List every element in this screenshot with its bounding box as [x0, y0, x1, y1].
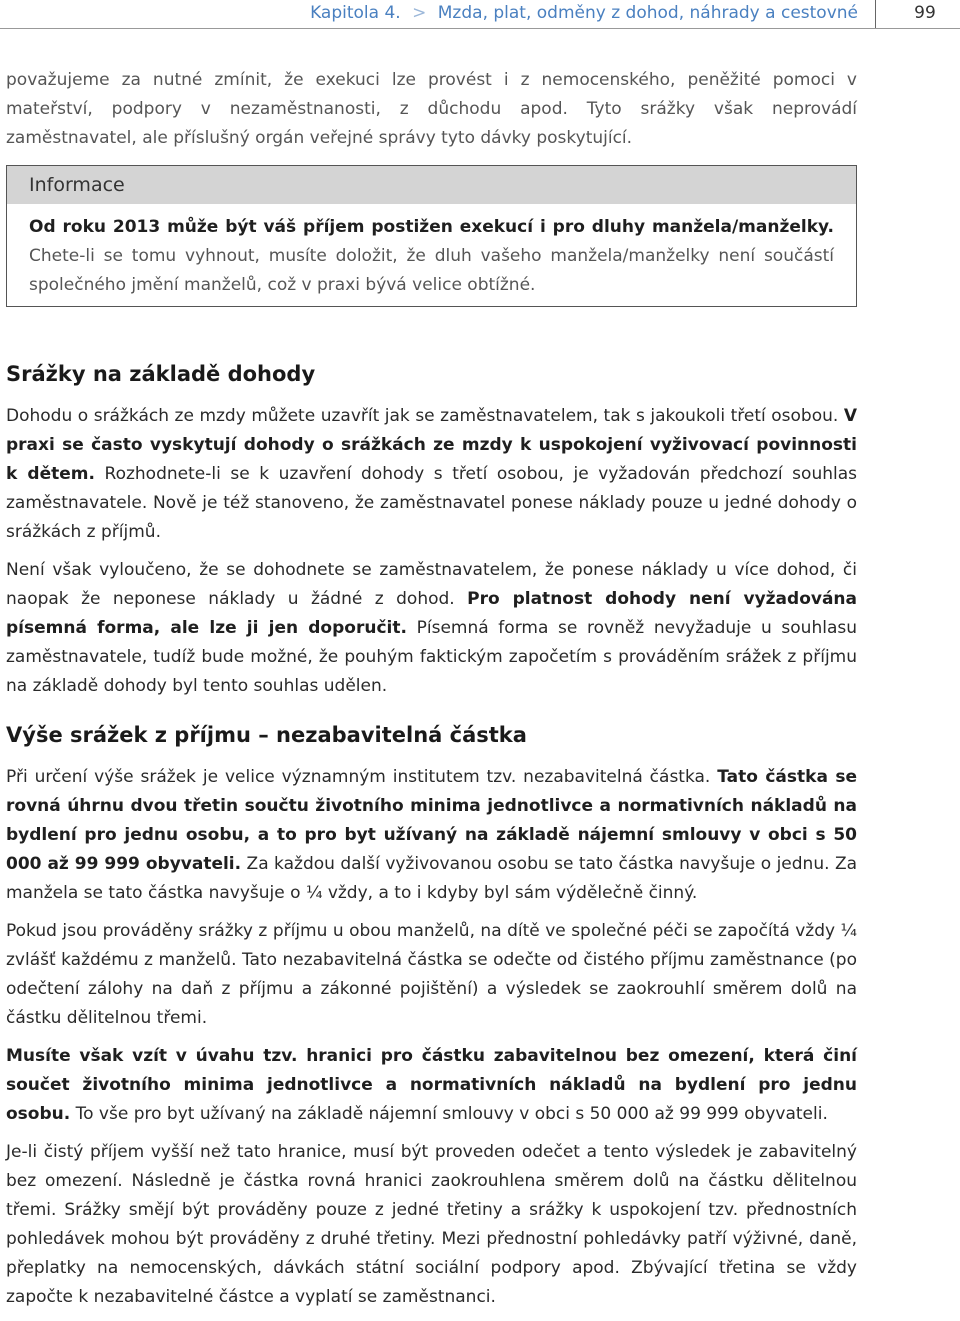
info-box-text	[29, 213, 834, 300]
header-vertical-rule	[875, 0, 876, 28]
info-box-plain: Chete-li se tomu vyhnout, musíte doložit, že dluh vašeho manžela/manželky není součástí společného jmění manželů, což v praxi bývá velice obtížné.	[29, 246, 834, 295]
header-divider	[0, 28, 960, 29]
lead-paragraph-block	[6, 66, 857, 153]
page-number: 99	[914, 3, 936, 23]
info-box-title: Informace	[7, 166, 856, 204]
info-box-body	[7, 204, 856, 306]
running-header	[0, 0, 960, 28]
chapter-breadcrumb	[310, 3, 858, 23]
chapter-label: Kapitola 4.	[310, 3, 401, 23]
page-content	[6, 66, 857, 1321]
section-heading-agreement: Srážky na základě dohody	[6, 362, 316, 386]
paragraph: Musíte však vzít v úvahu tzv. hranici pro částku zabavitelnou bez omezení, která činí součet životního minima jednotlivce a normativních nákladů na bydlení pro jednu osobu. To vše pro byt užívaný na základě nájemní smlouvy v obci s 50 000 až 99 999 obyvateli.	[6, 1046, 857, 1124]
paragraph: Není však vyloučeno, že se dohodnete se zaměstnavatelem, že ponese náklady u více dohod, či naopak že neponese náklady u žádné z dohod. Pro platnost dohody není vyžadována písemná forma, ale lze ji jen doporučit. Písemná forma se rovněž nevyžaduje u souhlasu zaměstnavatele, tudíž bude možné, že pouhým faktickým započetím s prováděním srážek z příjmu na základě dohody byl tento souhlas udělen.	[6, 560, 858, 696]
lead-paragraph: považujeme za nutné zmínit, že exekuci lze provést i z nemocenského, peněžité pomoci v mateřství, podpory v nezaměstnanosti, z důchodu apod. Tyto srážky však neprovádí zaměstnavatel, ale příslušný orgán veřejné správy tyto dávky poskytující.	[6, 70, 857, 148]
chapter-title: Mzda, plat, odměny z dohod, náhrady a cestovné	[437, 3, 858, 23]
breadcrumb-separator: >	[412, 3, 427, 23]
paragraph: Pokud jsou prováděny srážky z příjmu u obou manželů, na dítě ve společné péči se započítá vždy ¼ zvlášť každému z manželů. Tato nezabavitelná částka se odečte od čistého příjmu zaměstnance (po odečtení zálohy na daň z příjmu a zákonné pojištění) a výsledek se zaokrouhlí směrem dolů na částku dělitelnou třemi.	[6, 921, 857, 1028]
paragraph: Dohodu o srážkách ze mzdy můžete uzavřít jak se zaměstnavatelem, tak s jakoukoli třetí osobou. V praxi se často vyskytují dohody o srážkách ze mzdy k uspokojení vyživovací povinnosti k dětem. Rozhodnete-li se k uzavření dohody s třetí osobou, je vyžadován předchozí souhlas zaměstnavatele. Nově je též stanoveno, že zaměstnavatel ponese náklady pouze u jedné dohody o srážkách z příjmů.	[6, 406, 857, 542]
paragraph: Je-li čistý příjem vyšší než tato hranice, musí být proveden odečet a tento výsledek je zabavitelný bez omezení. Následně je částka rovná hranici zaokrouhlena směrem dolů na částku dělitelnou třemi. Srážky smějí být prováděny pouze z jedné třetiny a srážky k uspokojení tzv. přednostních pohledávek mohou být prováděny z druhé třetiny. Mezi přednostní pohledávky patří výživné, daně, přeplatky na nemocenských, dávkách státní sociální podpory apod. Zbývající třetina se vždy započte k nezabavitelné částce a vyplatí se zaměstnanci.	[6, 1142, 857, 1307]
paragraph: Při určení výše srážek je velice významným institutem tzv. nezabavitelná částka. Tato částka se rovná úhrnu dvou třetin součtu životního minima jednotlivce a normativních nákladů na bydlení pro jednu osobu, a to pro byt užívaný na základě nájemní smlouvy v obci s 50 000 až 99 999 obyvateli. Za každou další vyživovanou osobu se tato částka navyšuje o jednu. Za manžela se tato částka navyšuje o ¼ vždy, a to i kdyby byl sám výdělečně činný.	[6, 767, 858, 903]
info-box	[6, 165, 857, 307]
section-heading-amount: Výše srážek z příjmu – nezabavitelná částka	[6, 723, 527, 747]
info-box-bold: Od roku 2013 může být váš příjem postižen exekucí i pro dluhy manžela/manželky.	[29, 217, 834, 237]
